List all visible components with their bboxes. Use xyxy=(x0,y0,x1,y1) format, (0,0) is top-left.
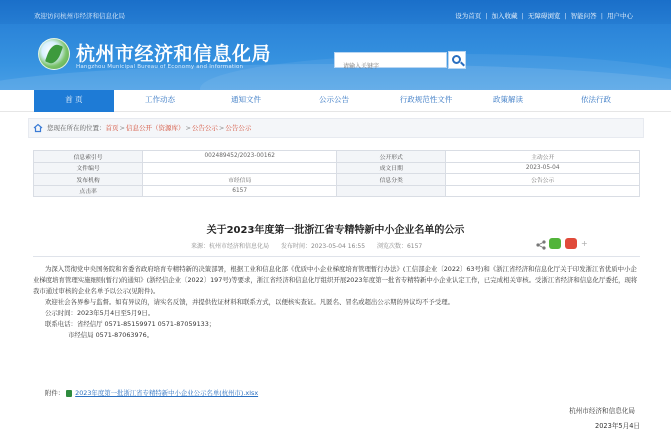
welcome-text: 欢迎访问杭州市经济和信息化局 xyxy=(34,12,125,20)
info-value: 6157 xyxy=(143,185,337,197)
header-banner xyxy=(0,24,671,90)
logo-leaf xyxy=(45,43,63,66)
info-value: 市经信局 xyxy=(143,174,337,186)
user-center-link[interactable]: 用户中心 xyxy=(607,12,633,20)
search-icon-handle xyxy=(460,62,465,67)
info-label: 公开形式 xyxy=(337,151,446,163)
breadcrumb xyxy=(28,118,644,138)
info-value: 主动公开 xyxy=(446,151,640,163)
search-box xyxy=(334,52,447,68)
signature-organization: 杭州市经济和信息化局 xyxy=(569,407,635,415)
article-body xyxy=(33,264,640,341)
document-info-table xyxy=(33,150,640,197)
info-label: 点击率 xyxy=(34,185,143,197)
article-source: 来源：杭州市经济和信息化局 xyxy=(191,243,270,250)
info-value: 2023-05-04 xyxy=(446,162,640,174)
share-tools xyxy=(536,237,596,251)
search-button[interactable] xyxy=(448,51,466,69)
info-label: 文件编号 xyxy=(34,162,143,174)
nav-work-news[interactable]: 工作动态 xyxy=(145,95,175,104)
article-meta xyxy=(191,241,422,250)
breadcrumb-prefix: 您现在所在的位置： xyxy=(47,124,106,132)
accessibility-link[interactable]: 无障碍浏览 xyxy=(527,12,561,20)
info-label: 信息索引号 xyxy=(34,151,143,163)
home-icon xyxy=(33,123,43,133)
signature-date: 2023年5月4日 xyxy=(595,422,640,430)
article-publish-time: 发布时间：2023-05-04 16:55 xyxy=(280,243,366,250)
set-homepage-link[interactable]: 设为首页 xyxy=(455,12,482,20)
article-paragraph: 为深入贯彻党中央国务院和省委省政府培育专精特新的决策部署，根据工业和信息化部《优质中小企业梯度培育管理暂行办法》(工信部企业〔2022〕63号)和《浙江省经济和信息化厅关于印发浙江省优质中小企业梯度培育管理实施细则(暂行)的通知》(浙经信企业〔2022〕197号)等要求，浙江省经济和信息化厅组织开展2023年度第一批省专精特新中小企业认定工作，已完成相关审核。受浙江省经济和信息化厅委托，现将我市通过审核的企业名单予以公示(见附件)。 xyxy=(33,265,638,295)
info-label: 成文日期 xyxy=(337,162,446,174)
table-row xyxy=(34,162,640,174)
nav-policy-interpretation[interactable]: 政策解读 xyxy=(493,95,523,104)
attachment-row xyxy=(45,388,258,397)
utility-links: 设为首页 | 加入收藏 | 无障碍浏览 | 智能问答 | 用户中心 xyxy=(455,12,633,20)
info-value xyxy=(143,162,337,174)
info-value xyxy=(446,185,640,197)
table-row xyxy=(34,185,640,197)
wechat-share-icon[interactable] xyxy=(549,238,561,249)
table-row xyxy=(34,174,640,186)
breadcrumb-announcements-current[interactable]: 公告公示 xyxy=(225,124,252,132)
attachment-label: 附件： xyxy=(45,389,65,397)
info-label: 信息分类 xyxy=(337,174,446,186)
nav-announcements[interactable]: 公示公告 xyxy=(319,95,349,104)
excel-file-icon xyxy=(66,390,72,397)
article-paragraph: 欢迎社会各界参与监督。如有异议的，请实名反馈，并提供佐证材料和联系方式，以便核实查证。凡匿名、冒名或超出公示期的异议均不予受理。 xyxy=(45,298,454,306)
breadcrumb-info-open[interactable]: 信息公开（资源库） xyxy=(125,124,185,132)
nav-regulations[interactable]: 行政规范性文件 xyxy=(399,95,453,104)
smart-qa-link[interactable]: 智能问答 xyxy=(570,12,597,20)
attachment-link[interactable]: 2023年度第一批浙江省专精特新中小企业公示名单(杭州市).xlsx xyxy=(75,389,259,397)
site-title[interactable]: 杭州市经济和信息化局 xyxy=(76,43,272,65)
divider xyxy=(33,256,640,257)
article-paragraph: 市经信局 0571-87063976。 xyxy=(68,331,154,339)
breadcrumb-announcements[interactable]: 公告公示 xyxy=(191,124,218,132)
article-view-count: 浏览次数：6157 xyxy=(376,243,423,250)
breadcrumb-path: 您现在所在的位置：首页>信息公开（资源库）>公告公示>公告公示 xyxy=(47,124,252,132)
site-title-english: Hangzhou Municipal Bureau of Economy and Information xyxy=(76,64,244,70)
info-label: 发布机构 xyxy=(34,174,143,186)
article-paragraph: 联系电话：省经信厅 0571-85159971 0571-87059133； xyxy=(45,320,216,328)
weibo-share-icon[interactable] xyxy=(565,238,577,249)
main-nav xyxy=(0,90,671,112)
info-value: 公告公示 xyxy=(446,174,640,186)
table-row xyxy=(34,151,640,163)
breadcrumb-home[interactable]: 首页 xyxy=(105,124,119,132)
bureau-logo-icon[interactable] xyxy=(38,38,70,70)
search-input[interactable] xyxy=(335,60,446,74)
article-title: 关于2023年度第一批浙江省专精特新中小企业名单的公示 xyxy=(206,225,465,236)
nav-notices[interactable]: 通知文件 xyxy=(231,95,261,104)
share-icon[interactable] xyxy=(536,240,546,250)
info-label xyxy=(337,185,446,197)
add-favorite-link[interactable]: 加入收藏 xyxy=(491,12,518,20)
info-value: 002489452/2023-00162 xyxy=(143,151,337,163)
more-share-icon[interactable]: + xyxy=(581,239,588,248)
article-paragraph: 公示时间：2023年5月4日至5月9日。 xyxy=(45,309,155,317)
nav-home[interactable]: 首 页 xyxy=(34,90,114,112)
nav-law-administration[interactable]: 依法行政 xyxy=(581,95,611,104)
